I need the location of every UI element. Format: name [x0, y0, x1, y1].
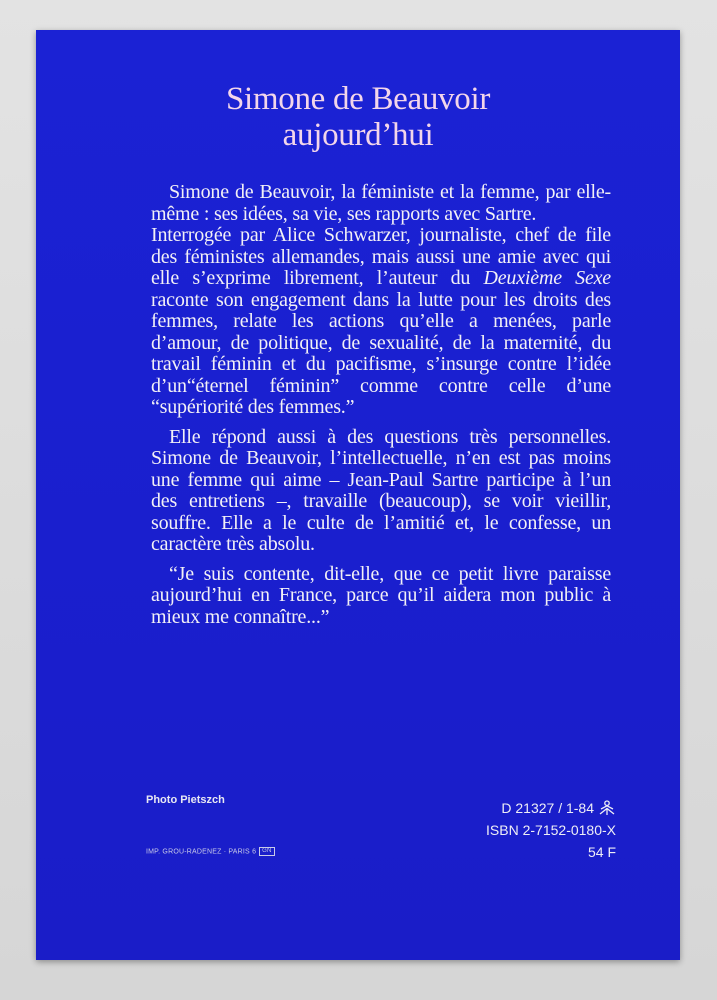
price: 54 F — [587, 844, 616, 860]
paragraph-1: Simone de Beauvoir, la féministe et la femme, par elle-même : ses idées, sa vie, ses rapports avec Sartre. — [151, 181, 611, 225]
paragraph-2-start: Interrogée par Alice Schwarzer, journaliste, chef de file des féministes allemandes, mais aussi une amie avec qui elle s’exprime librement, l’auteur du — [151, 224, 611, 289]
blurb-text — [151, 182, 611, 628]
photo-credit: Photo Pietszch — [146, 794, 225, 806]
paragraph-2 — [151, 225, 611, 419]
printer-name: IMP. GROU-RADENEZ · PARIS 6 — [146, 848, 257, 856]
printer-line — [146, 847, 275, 856]
paragraph-4-quote: “Je suis contente, dit-elle, que ce petit livre paraisse aujourd’hui en France, parce qu’il aidera mon public à mieux me connaître...” — [151, 562, 611, 628]
book-codes — [376, 797, 616, 863]
book-back-cover — [36, 30, 680, 960]
book-title-italic: Deuxième Sexe — [483, 267, 611, 289]
legal-deposit-line — [376, 797, 616, 819]
paragraph-3: Elle répond aussi à des questions très personnelles. Simone de Beauvoir, l’intellectuelle, n’en est pas moins une femme qui aime – Jean-Paul Sartre participe à l’un des entretiens –, travaille (beaucoup), se voir vieillir, souffre. Elle a le culte de l’amitié et, le confesse, un caractère très absolu. — [151, 425, 611, 555]
printer-logo: GN — [259, 847, 274, 856]
legal-deposit: D 21327 / 1-84 — [501, 800, 594, 816]
title-line-2: aujourd’hui — [282, 117, 434, 153]
paragraph-2-end: raconte son engagement dans la lutte pour les droits des femmes, relate les actions qu’elle a menées, parle d’amour, de politique, de sexualité, de la maternité, du travail féminin et du pacifisme, s’insurge contre l’idée d’un“éternel féminin” comme contre celle d’une “supériorité des femmes.” — [151, 288, 611, 418]
publisher-logo-icon — [598, 800, 616, 816]
title-line-1: Simone de Beauvoir — [225, 81, 491, 117]
isbn: ISBN 2-7152-0180-X — [486, 822, 616, 838]
